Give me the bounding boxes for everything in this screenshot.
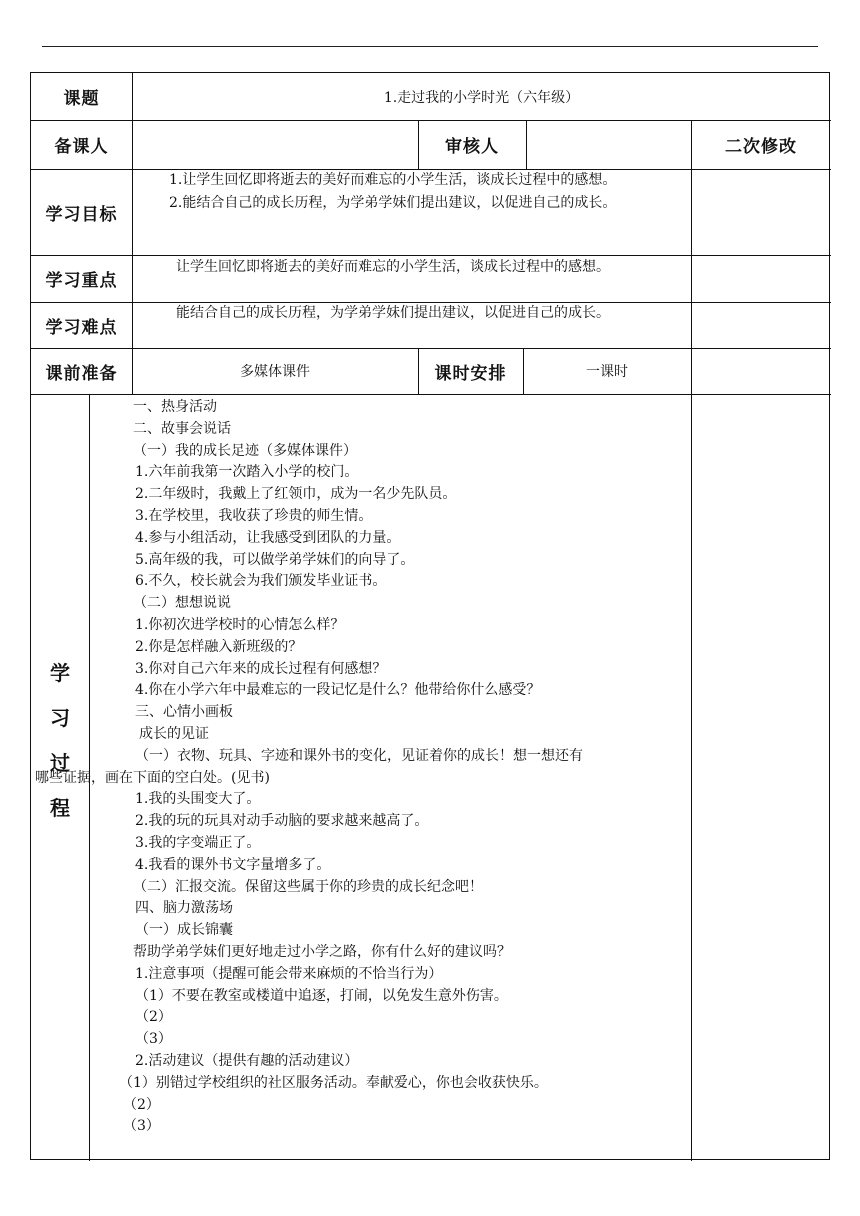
process-line: 二、故事会说话: [133, 420, 231, 437]
process-line: 4.你在小学六年中最难忘的一段记忆是什么？他带给你什么感受？: [135, 682, 541, 699]
reviewer-value: [526, 120, 691, 169]
process-label: [31, 394, 89, 1088]
process-line: 4.参与小组活动，让我感受到团队的力量。: [135, 529, 401, 546]
process-line: （二）汇报交流。保留这些属于你的珍贵的成长纪念吧！: [133, 878, 483, 895]
process-line: 哪些证据，画在下面的空白处。(见书): [35, 769, 270, 786]
reviewer-label: 审核人: [445, 137, 499, 157]
key-points-line: 让学生回忆即将逝去的美好而难忘的小学生活，谈成长过程中的感想。: [176, 259, 610, 275]
process-line: 3.你对自己六年来的成长过程有何感想？: [135, 660, 387, 677]
process-line: （3）: [135, 1031, 172, 1048]
lesson-plan-table: [30, 72, 830, 1160]
topic-value: 1.走过我的小学时光（六年级）: [383, 89, 580, 106]
goal-line: 1.让学生回忆即将逝去的美好而难忘的小学生活，谈成长过程中的感想。: [169, 172, 617, 188]
process-line: 帮助学弟学妹们更好地走过小学之路，你有什么好的建议吗？: [133, 943, 511, 960]
difficulties-text: [141, 302, 683, 325]
goals-text: [141, 169, 683, 215]
process-line: 3.在学校里，我收获了珍贵的师生情。: [135, 507, 373, 524]
process-line: （2）: [135, 1009, 172, 1026]
process-line: 1.注意事项（提醒可能会带来麻烦的不恰当行为）: [135, 965, 443, 982]
topic-label: 课题: [63, 89, 100, 109]
process-line: （3）: [123, 1118, 160, 1135]
process-line: 成长的见证: [139, 725, 209, 742]
process-line: 1.你初次进学校时的心情怎么样？: [135, 616, 345, 633]
difficulties-line: 能结合自己的成长历程，为学弟学妹们提出建议，以促进自己的成长。: [176, 305, 610, 321]
process-line: 2.二年级时，我戴上了红领巾，成为一名少先队员。: [135, 486, 457, 503]
process-line: 三、心情小画板: [135, 704, 233, 721]
process-line: 2.活动建议（提供有趣的活动建议）: [135, 1052, 359, 1069]
prep-value: 多媒体课件: [240, 364, 310, 380]
process-line: 1.我的头围变大了。: [135, 791, 261, 808]
schedule-label: 课时安排: [434, 363, 507, 384]
process-label-char: 学: [50, 661, 70, 685]
process-label-char: 过: [50, 751, 70, 775]
header-rule: [42, 46, 818, 47]
goals-label: 学习目标: [45, 204, 118, 225]
process-line: （1）别错过学校组织的社区服务活动。奉献爱心，你也会收获快乐。: [119, 1074, 548, 1091]
preparer-value: [132, 120, 418, 169]
prep-label: 课前准备: [45, 363, 118, 384]
key-points-text: [141, 256, 683, 279]
process-line: 6.不久，校长就会为我们颁发毕业证书。: [135, 573, 387, 590]
process-label-char: 程: [50, 796, 70, 820]
key-points-label: 学习重点: [45, 271, 118, 291]
process-line: 一、热身活动: [133, 399, 217, 415]
difficulties-label: 学习难点: [45, 317, 118, 338]
process-line: （一）我的成长足迹（多媒体课件）: [133, 442, 357, 459]
process-line: 4.我看的课外书文字量增多了。: [135, 856, 331, 873]
process-line: 3.我的字变端正了。: [135, 834, 261, 851]
revision-label: 二次修改: [725, 137, 797, 157]
process-line: （一）成长锦囊: [135, 922, 233, 939]
process-line: 2.你是怎样融入新班级的？: [135, 638, 303, 655]
process-line: （2）: [123, 1096, 160, 1113]
goal-line: 2.能结合自己的成长历程，为学弟学妹们提出建议，以促进自己的成长。: [169, 195, 617, 211]
process-line: （一）衣物、玩具、字迹和课外书的变化，见证着你的成长！想一想还有: [135, 747, 583, 764]
process-line: （二）想想说说: [133, 595, 231, 612]
process-content: [35, 397, 693, 1138]
process-line: 四、脑力激荡场: [135, 900, 233, 917]
process-line: 5.高年级的我，可以做学弟学妹们的向导了。: [135, 551, 415, 568]
schedule-value: 一课时: [586, 364, 628, 380]
process-line: 1.六年前我第一次踏入小学的校门。: [135, 464, 359, 481]
process-label-char: 习: [50, 706, 70, 730]
process-line: 2.我的玩的玩具对动手动脑的要求越来越高了。: [135, 813, 429, 830]
preparer-label: 备课人: [54, 137, 109, 157]
process-line: （1）不要在教室或楼道中追逐，打闹，以免发生意外伤害。: [135, 987, 508, 1004]
